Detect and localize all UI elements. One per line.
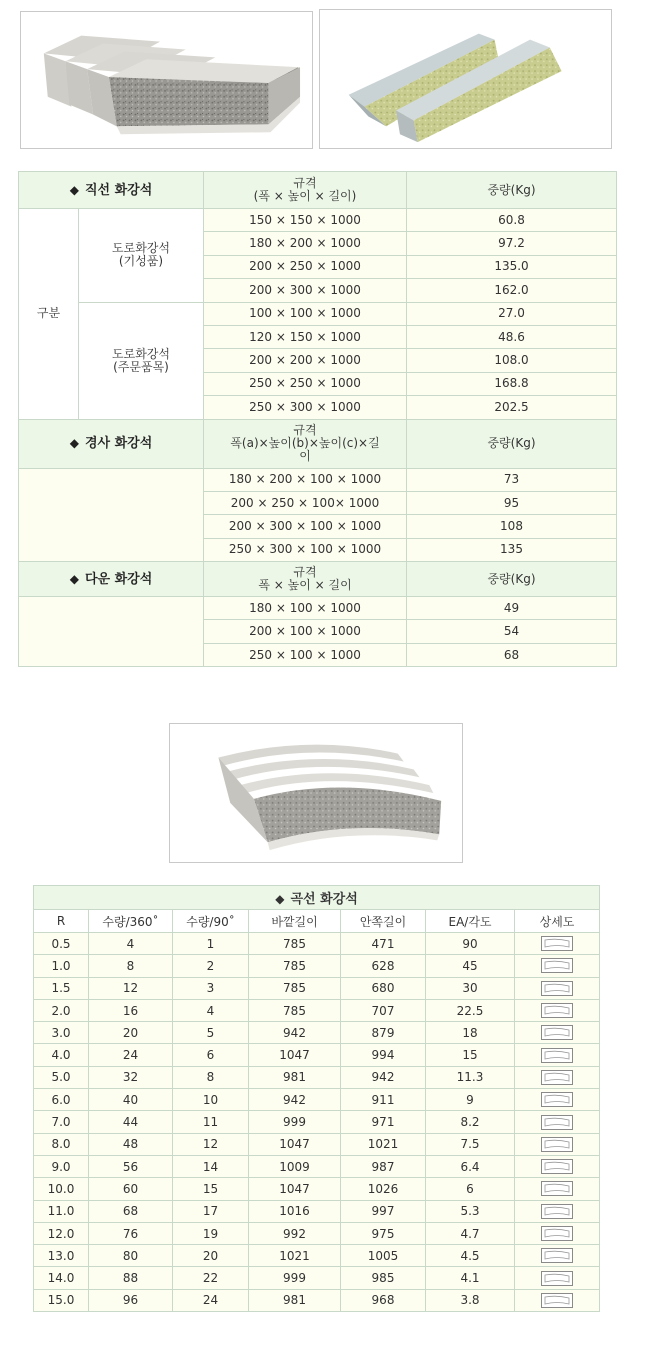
r-cell: 8.0 — [34, 1133, 89, 1155]
curve-column-header-row — [34, 910, 600, 933]
damun-header-row — [19, 562, 617, 597]
detail-drawing-icon[interactable] — [541, 1137, 573, 1152]
spec-header: 규격 (폭 × 높이 × 길이) — [204, 172, 407, 209]
weight-cell: 135.0 — [407, 255, 617, 278]
spec-cell: 250 × 250 × 1000 — [204, 372, 407, 395]
r-cell: 14.0 — [34, 1267, 89, 1289]
qty-90-cell: 17 — [173, 1200, 249, 1222]
spec-cell: 200 × 250 × 100× 1000 — [204, 491, 407, 514]
inner-length-cell: 975 — [341, 1222, 426, 1244]
r-cell: 11.0 — [34, 1200, 89, 1222]
qty-90-cell: 5 — [173, 1022, 249, 1044]
detail-drawing-icon[interactable] — [541, 1070, 573, 1085]
table-row — [34, 1222, 600, 1244]
inner-length-cell: 1021 — [341, 1133, 426, 1155]
table-row — [34, 1066, 600, 1088]
detail-cell — [515, 1022, 600, 1044]
qty-360-cell: 48 — [89, 1133, 173, 1155]
qty-360-cell: 96 — [89, 1289, 173, 1311]
r-cell: 1.5 — [34, 977, 89, 999]
ea-angle-cell: 11.3 — [426, 1066, 515, 1088]
curve-granite-photo — [169, 723, 463, 863]
weight-cell: 95 — [407, 491, 617, 514]
detail-cell — [515, 999, 600, 1021]
weight-cell: 162.0 — [407, 279, 617, 302]
ea-angle-cell: 15 — [426, 1044, 515, 1066]
outer-length-cell: 785 — [249, 933, 341, 955]
ea-angle-cell: 6.4 — [426, 1155, 515, 1177]
column-header-outer-length: 바깥길이 — [249, 910, 341, 933]
qty-90-cell: 24 — [173, 1289, 249, 1311]
detail-cell — [515, 1222, 600, 1244]
straight-granite-photo — [20, 11, 313, 149]
weight-cell: 97.2 — [407, 232, 617, 255]
qty-90-cell: 20 — [173, 1245, 249, 1267]
ea-angle-cell: 4.5 — [426, 1245, 515, 1267]
spec-cell: 200 × 100 × 1000 — [204, 620, 407, 643]
ea-angle-cell: 45 — [426, 955, 515, 977]
qty-90-cell: 19 — [173, 1222, 249, 1244]
inner-length-cell: 942 — [341, 1066, 426, 1088]
detail-cell — [515, 1089, 600, 1111]
spec-cell: 100 × 100 × 1000 — [204, 302, 407, 325]
detail-drawing-icon[interactable] — [541, 958, 573, 973]
inner-length-cell: 994 — [341, 1044, 426, 1066]
qty-90-cell: 1 — [173, 933, 249, 955]
detail-cell — [515, 1178, 600, 1200]
table-row — [34, 1200, 600, 1222]
slope-granite-image — [320, 10, 611, 148]
spec-header: 규격 폭(a)×높이(b)×높이(c)×길 이 — [204, 419, 407, 468]
weight-cell: 135 — [407, 538, 617, 561]
diamond-marker-icon: ◆ — [69, 182, 79, 197]
table-row — [34, 1022, 600, 1044]
r-cell: 0.5 — [34, 933, 89, 955]
weight-cell: 68 — [407, 643, 617, 666]
qty-360-cell: 44 — [89, 1111, 173, 1133]
qty-360-cell: 12 — [89, 977, 173, 999]
detail-cell — [515, 955, 600, 977]
table-row — [34, 1089, 600, 1111]
column-header-qty-90: 수량/90˚ — [173, 910, 249, 933]
blank-cell — [19, 597, 204, 667]
detail-drawing-icon[interactable] — [541, 1003, 573, 1018]
inner-length-cell: 971 — [341, 1111, 426, 1133]
qty-360-cell: 40 — [89, 1089, 173, 1111]
spec-cell: 250 × 300 × 100 × 1000 — [204, 538, 407, 561]
ea-angle-cell: 4.7 — [426, 1222, 515, 1244]
detail-cell — [515, 1200, 600, 1222]
inner-length-cell: 987 — [341, 1155, 426, 1177]
curve-title-row — [34, 886, 600, 910]
detail-cell — [515, 1044, 600, 1066]
r-cell: 1.0 — [34, 955, 89, 977]
ea-angle-cell: 5.3 — [426, 1200, 515, 1222]
spec-cell: 180 × 200 × 100 × 1000 — [204, 468, 407, 491]
curve-granite-image — [170, 724, 462, 862]
outer-length-cell: 1009 — [249, 1155, 341, 1177]
column-header-qty-360: 수량/360˚ — [89, 910, 173, 933]
ea-angle-cell: 22.5 — [426, 999, 515, 1021]
qty-360-cell: 16 — [89, 999, 173, 1021]
table-row — [19, 597, 617, 620]
spec-cell: 200 × 300 × 1000 — [204, 279, 407, 302]
outer-length-cell: 1016 — [249, 1200, 341, 1222]
table-row — [19, 302, 617, 325]
outer-length-cell: 999 — [249, 1111, 341, 1133]
column-header-r: R — [34, 910, 89, 933]
detail-drawing-icon[interactable] — [541, 1293, 573, 1308]
outer-length-cell: 999 — [249, 1267, 341, 1289]
inner-length-cell: 1026 — [341, 1178, 426, 1200]
detail-cell — [515, 1111, 600, 1133]
outer-length-cell: 1047 — [249, 1178, 341, 1200]
r-cell: 10.0 — [34, 1178, 89, 1200]
spec-cell: 150 × 150 × 1000 — [204, 209, 407, 232]
r-cell: 2.0 — [34, 999, 89, 1021]
detail-drawing-icon[interactable] — [541, 1248, 573, 1263]
detail-cell — [515, 1133, 600, 1155]
qty-90-cell: 8 — [173, 1066, 249, 1088]
weight-header: 중량(Kg) — [407, 562, 617, 597]
detail-drawing-icon[interactable] — [541, 936, 573, 951]
column-header-inner-length: 안쪽길이 — [341, 910, 426, 933]
spec-cell: 200 × 300 × 100 × 1000 — [204, 515, 407, 538]
detail-drawing-icon[interactable] — [541, 1271, 573, 1286]
group-label: 도로화강석 (주문품목) — [79, 302, 204, 419]
curve-table-body — [34, 933, 600, 1312]
outer-length-cell: 785 — [249, 999, 341, 1021]
inner-length-cell: 1005 — [341, 1245, 426, 1267]
inner-length-cell: 680 — [341, 977, 426, 999]
outer-length-cell: 981 — [249, 1066, 341, 1088]
weight-cell: 108.0 — [407, 349, 617, 372]
qty-360-cell: 80 — [89, 1245, 173, 1267]
inner-length-cell: 911 — [341, 1089, 426, 1111]
table-row — [19, 468, 617, 491]
detail-drawing-icon[interactable] — [541, 1092, 573, 1107]
qty-90-cell: 2 — [173, 955, 249, 977]
ea-angle-cell: 8.2 — [426, 1111, 515, 1133]
inner-length-cell: 707 — [341, 999, 426, 1021]
detail-drawing-icon[interactable] — [541, 981, 573, 996]
weight-cell: 168.8 — [407, 372, 617, 395]
spec-cell: 200 × 250 × 1000 — [204, 255, 407, 278]
granite-spec-table — [18, 171, 617, 667]
spec-cell: 200 × 200 × 1000 — [204, 349, 407, 372]
spec-header: 규격 폭 × 높이 × 길이 — [204, 562, 407, 597]
r-cell: 9.0 — [34, 1155, 89, 1177]
qty-360-cell: 32 — [89, 1066, 173, 1088]
curve-section-title: ◆ 곡선 화강석 — [34, 886, 600, 910]
ea-angle-cell: 4.1 — [426, 1267, 515, 1289]
table-row — [34, 999, 600, 1021]
weight-cell: 54 — [407, 620, 617, 643]
table-row — [34, 1178, 600, 1200]
detail-drawing-icon[interactable] — [541, 1115, 573, 1130]
straight-section-title: ◆ 직선 화강석 — [19, 172, 204, 209]
inner-length-cell: 471 — [341, 933, 426, 955]
spec-cell: 180 × 200 × 1000 — [204, 232, 407, 255]
qty-360-cell: 76 — [89, 1222, 173, 1244]
category-label: 구분 — [19, 209, 79, 420]
weight-cell: 108 — [407, 515, 617, 538]
qty-90-cell: 15 — [173, 1178, 249, 1200]
qty-90-cell: 3 — [173, 977, 249, 999]
table-row — [34, 1133, 600, 1155]
r-cell: 15.0 — [34, 1289, 89, 1311]
r-cell: 13.0 — [34, 1245, 89, 1267]
detail-cell — [515, 1289, 600, 1311]
detail-cell — [515, 933, 600, 955]
qty-360-cell: 56 — [89, 1155, 173, 1177]
inner-length-cell: 985 — [341, 1267, 426, 1289]
table-row — [34, 955, 600, 977]
qty-90-cell: 14 — [173, 1155, 249, 1177]
detail-cell — [515, 1066, 600, 1088]
weight-cell: 49 — [407, 597, 617, 620]
table-row — [34, 977, 600, 999]
spec-cell: 250 × 100 × 1000 — [204, 643, 407, 666]
r-cell: 5.0 — [34, 1066, 89, 1088]
outer-length-cell: 785 — [249, 977, 341, 999]
detail-cell — [515, 1267, 600, 1289]
ea-angle-cell: 18 — [426, 1022, 515, 1044]
weight-cell: 73 — [407, 468, 617, 491]
qty-90-cell: 10 — [173, 1089, 249, 1111]
outer-length-cell: 785 — [249, 955, 341, 977]
diamond-marker-icon: ◆ — [69, 436, 79, 451]
outer-length-cell: 1021 — [249, 1245, 341, 1267]
qty-90-cell: 11 — [173, 1111, 249, 1133]
r-cell: 6.0 — [34, 1089, 89, 1111]
weight-header: 중량(Kg) — [407, 419, 617, 468]
r-cell: 12.0 — [34, 1222, 89, 1244]
weight-cell: 27.0 — [407, 302, 617, 325]
ea-angle-cell: 3.8 — [426, 1289, 515, 1311]
slope-section-title: ◆ 경사 화강석 — [19, 419, 204, 468]
ea-angle-cell: 30 — [426, 977, 515, 999]
detail-drawing-icon[interactable] — [541, 1226, 573, 1241]
weight-cell: 48.6 — [407, 325, 617, 348]
table-row — [34, 933, 600, 955]
detail-drawing-icon[interactable] — [541, 1025, 573, 1040]
outer-length-cell: 981 — [249, 1289, 341, 1311]
inner-length-cell: 968 — [341, 1289, 426, 1311]
detail-cell — [515, 1245, 600, 1267]
inner-length-cell: 997 — [341, 1200, 426, 1222]
ea-angle-cell: 9 — [426, 1089, 515, 1111]
column-header-ea-angle: EA/각도 — [426, 910, 515, 933]
spec-cell: 180 × 100 × 1000 — [204, 597, 407, 620]
blank-cell — [19, 468, 204, 562]
table-row — [19, 209, 617, 232]
slope-header-row — [19, 419, 617, 468]
table-row — [34, 1267, 600, 1289]
qty-360-cell: 68 — [89, 1200, 173, 1222]
slope-granite-photo — [319, 9, 612, 149]
qty-90-cell: 6 — [173, 1044, 249, 1066]
spec-cell: 250 × 300 × 1000 — [204, 396, 407, 419]
qty-360-cell: 8 — [89, 955, 173, 977]
spec-cell: 120 × 150 × 1000 — [204, 325, 407, 348]
inner-length-cell: 628 — [341, 955, 426, 977]
detail-drawing-icon[interactable] — [541, 1048, 573, 1063]
weight-cell: 202.5 — [407, 396, 617, 419]
qty-90-cell: 22 — [173, 1267, 249, 1289]
table-row — [34, 1111, 600, 1133]
qty-360-cell: 24 — [89, 1044, 173, 1066]
outer-length-cell: 942 — [249, 1022, 341, 1044]
outer-length-cell: 942 — [249, 1089, 341, 1111]
column-header-detail: 상세도 — [515, 910, 600, 933]
straight-header-row — [19, 172, 617, 209]
detail-cell — [515, 1155, 600, 1177]
table-row — [34, 1044, 600, 1066]
weight-cell: 60.8 — [407, 209, 617, 232]
detail-drawing-icon[interactable] — [541, 1204, 573, 1219]
qty-360-cell: 20 — [89, 1022, 173, 1044]
qty-360-cell: 88 — [89, 1267, 173, 1289]
qty-90-cell: 4 — [173, 999, 249, 1021]
outer-length-cell: 1047 — [249, 1044, 341, 1066]
table-row — [34, 1155, 600, 1177]
table-row — [34, 1289, 600, 1311]
outer-length-cell: 992 — [249, 1222, 341, 1244]
qty-360-cell: 60 — [89, 1178, 173, 1200]
qty-360-cell: 4 — [89, 933, 173, 955]
straight-granite-image — [21, 12, 312, 148]
table-row — [34, 1245, 600, 1267]
r-cell: 3.0 — [34, 1022, 89, 1044]
diamond-marker-icon: ◆ — [275, 892, 285, 906]
ea-angle-cell: 90 — [426, 933, 515, 955]
weight-header: 중량(Kg) — [407, 172, 617, 209]
curve-granite-table — [33, 885, 600, 1312]
group-label: 도로화강석 (기성품) — [79, 209, 204, 303]
outer-length-cell: 1047 — [249, 1133, 341, 1155]
r-cell: 7.0 — [34, 1111, 89, 1133]
damun-section-title: ◆ 다운 화강석 — [19, 562, 204, 597]
inner-length-cell: 879 — [341, 1022, 426, 1044]
ea-angle-cell: 7.5 — [426, 1133, 515, 1155]
detail-drawing-icon[interactable] — [541, 1159, 573, 1174]
detail-drawing-icon[interactable] — [541, 1181, 573, 1196]
r-cell: 4.0 — [34, 1044, 89, 1066]
detail-cell — [515, 977, 600, 999]
diamond-marker-icon: ◆ — [69, 571, 79, 586]
qty-90-cell: 12 — [173, 1133, 249, 1155]
ea-angle-cell: 6 — [426, 1178, 515, 1200]
